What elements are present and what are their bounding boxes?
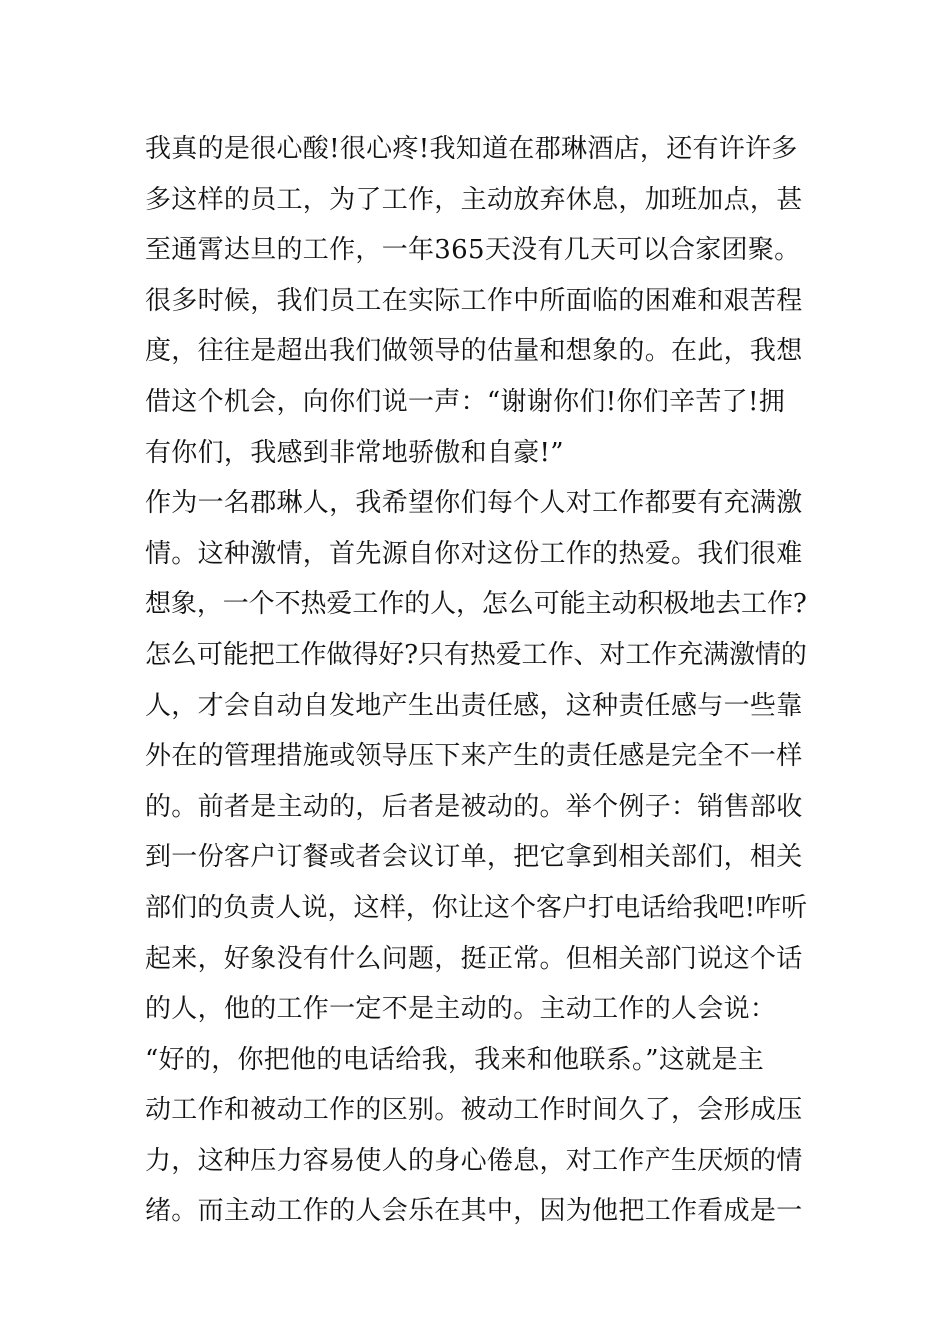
text-line: 作为一名郡琳人，我希望你们每个人对工作都要有充满激 xyxy=(145,488,803,519)
paragraph xyxy=(145,478,807,1237)
text-line: 的。前者是主动的，后者是被动的。举个例子：销售部收 xyxy=(145,791,803,822)
text-line: 有你们，我感到非常地骄傲和自豪!” xyxy=(145,437,564,468)
text-line: 人，才会自动自发地产生出责任感，这种责任感与一些靠 xyxy=(145,690,803,721)
text-line: 度，往往是超出我们做领导的估量和想象的。在此，我想 xyxy=(145,336,803,367)
text-line: 借这个机会，向你们说一声：“谢谢你们!你们辛苦了!拥 xyxy=(145,386,785,417)
text-line: 怎么可能把工作做得好?只有热爱工作、对工作充满激情的 xyxy=(145,639,807,670)
text-line: 部们的负责人说，这样，你让这个客户打电话给我吧!咋听 xyxy=(145,892,808,923)
text-line: “好的，你把他的电话给我，我来和他联系。”这就是主 xyxy=(145,1044,765,1075)
text-line: 情。这种激情，首先源自你对这份工作的热爱。我们很难 xyxy=(145,538,803,569)
text-line: 绪。而主动工作的人会乐在其中，因为他把工作看成是一 xyxy=(145,1196,803,1227)
text-line: 多这样的员工，为了工作，主动放弃休息，加班加点，甚 xyxy=(145,184,803,215)
text-line: 我真的是很心酸!很心疼!我知道在郡琳酒店，还有许许多 xyxy=(145,134,798,164)
text-line: 力，这种压力容易使人的身心倦息，对工作产生厌烦的情 xyxy=(145,1145,803,1176)
text-line: 想象，一个不热爱工作的人，怎么可能主动积极地去工作? xyxy=(145,589,807,620)
text-line: 至通霄达旦的工作，一年365天没有几天可以合家团聚。 xyxy=(145,235,801,266)
text-line: 外在的管理措施或领导压下来产生的责任感是完全不一样 xyxy=(145,741,803,772)
text-line: 很多时候，我们员工在实际工作中所面临的困难和艰苦程 xyxy=(145,285,803,316)
document-body xyxy=(145,124,807,1237)
text-line: 到一份客户订餐或者会议订单，把它拿到相关部们，相关 xyxy=(145,842,803,873)
text-line: 起来，好象没有什么问题，挺正常。但相关部门说这个话 xyxy=(145,943,803,974)
text-line: 动工作和被动工作的区别。被动工作时间久了，会形成压 xyxy=(145,1095,803,1126)
text-line: 的人，他的工作一定不是主动的。主动工作的人会说： xyxy=(145,994,777,1025)
paragraph xyxy=(145,124,807,276)
paragraph xyxy=(145,276,807,478)
